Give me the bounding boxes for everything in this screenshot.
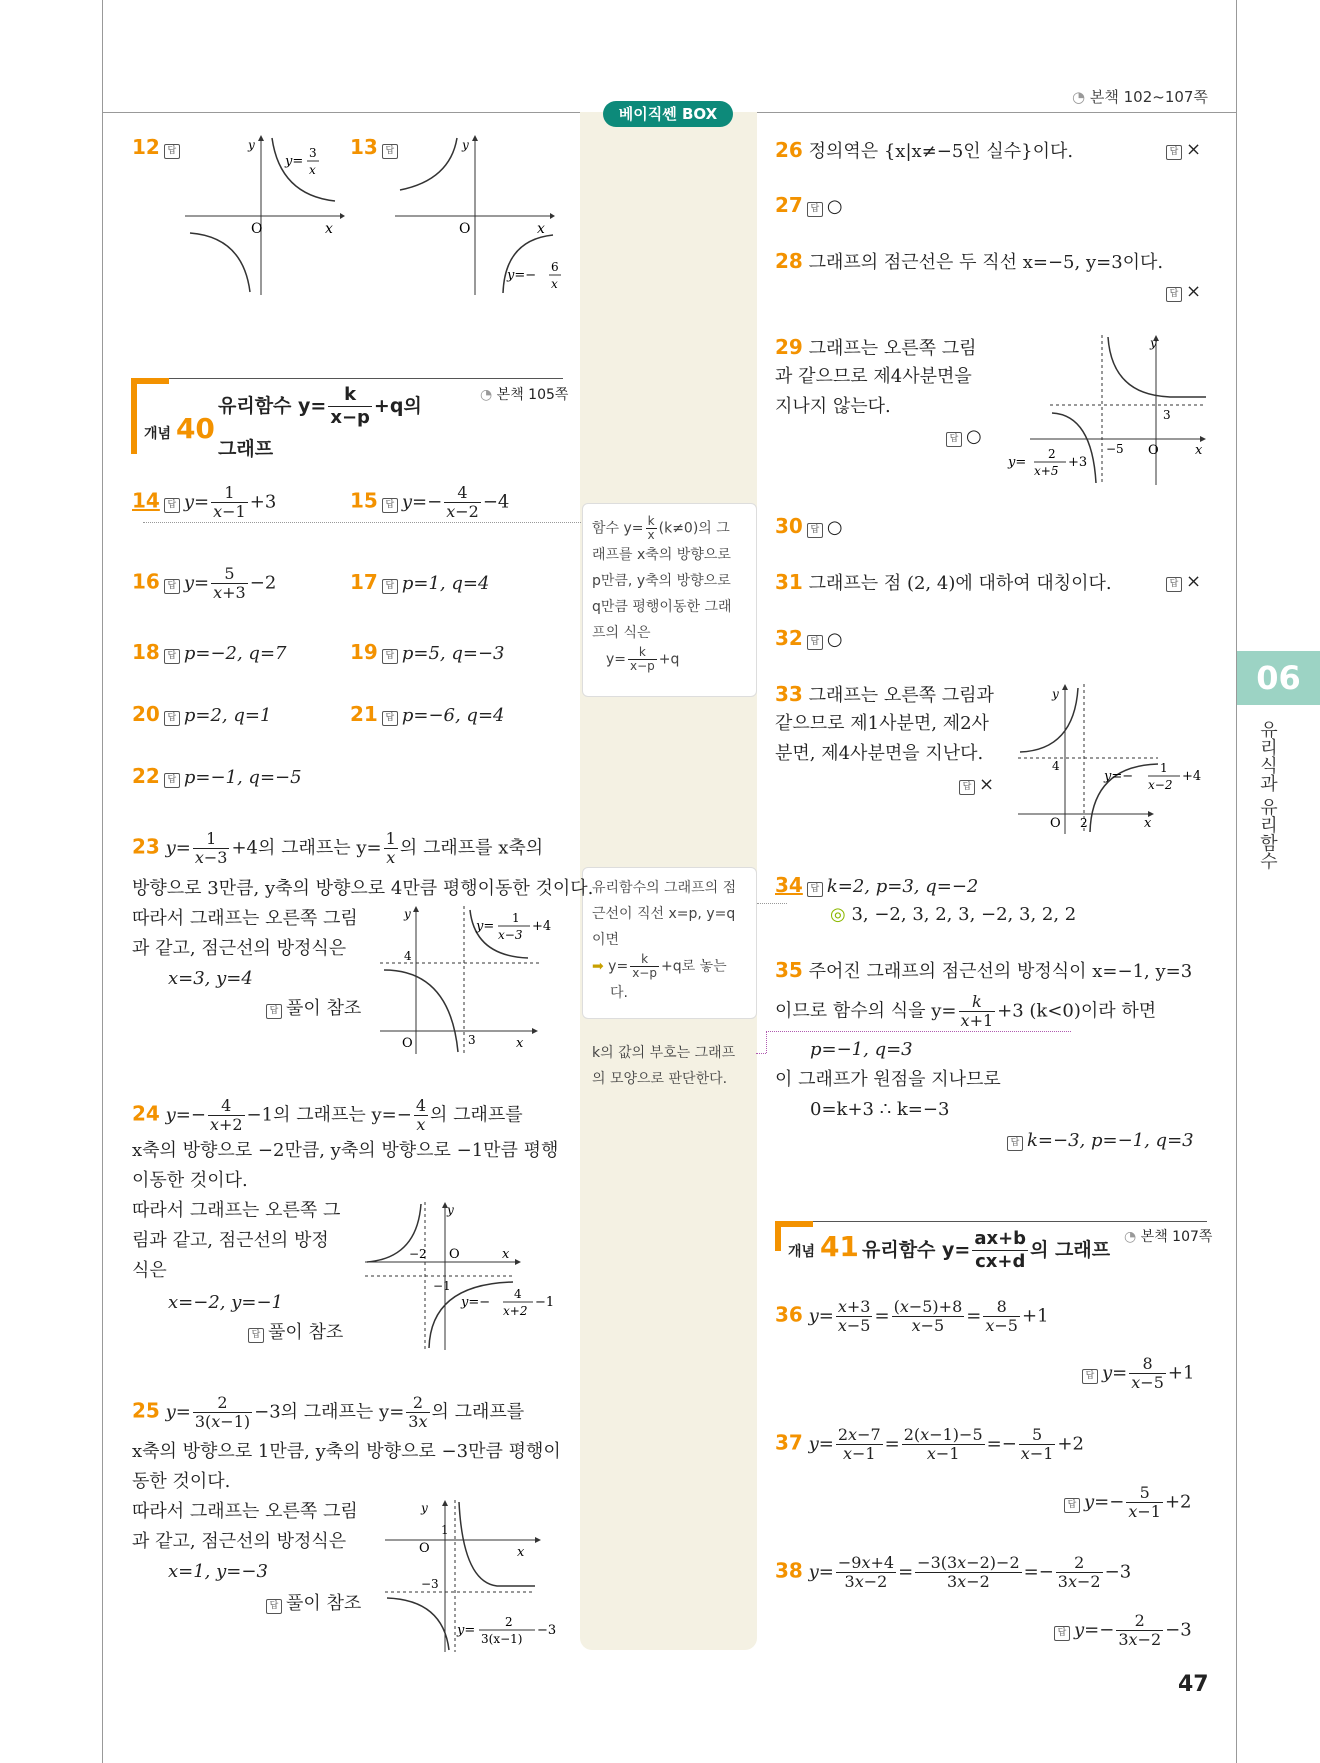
problem-35-l3: p=−1, q=3 <box>810 1039 913 1060</box>
problem-23: 23 y= $\frac{1}{x-3}$ +4의 그래프는 y= $\frac{1}{x}$ 의 그래프를 x축의 <box>132 829 544 867</box>
svg-text:−5: −5 <box>1106 442 1124 456</box>
svg-text:x+2: x+2 <box>503 1304 528 1318</box>
svg-text:x: x <box>502 1247 510 1262</box>
section-41-title: 유리함수 y= $\frac{ax+b}{cx+d}$ 의 그래프 <box>862 1228 1111 1272</box>
note-1-text: 함수 y= $\frac{k}{x}$ (k≠0)의 그 래프를 x축의 방향으로 p만큼, y축의 방향으로 q만큼 평행이동한 그래 프의 식은 y= $\frac{k}{x-p}$ +q <box>592 514 732 673</box>
connector-34 <box>757 903 787 904</box>
problem-18: 18 답 p=−2, q=7 <box>132 640 287 664</box>
problem-32: 32 답 ○ <box>775 626 843 650</box>
svg-text:x−3: x−3 <box>498 928 523 942</box>
answer-icon: 답 <box>1007 1136 1023 1151</box>
answer-36: 답 y= $\frac{8}{x-5}$ +1 <box>1078 1355 1194 1392</box>
problem-33-l3: 분면, 제4사분면을 지난다. <box>775 743 984 764</box>
chapter-tab: 06 <box>1237 651 1320 705</box>
answer-icon: 답 <box>1166 145 1182 160</box>
svg-text:O: O <box>449 1247 460 1262</box>
problem-33-l2: 같으므로 제1사분면, 제2사 <box>775 713 989 734</box>
problem-29: 29 그래프는 오른쪽 그림 <box>775 335 977 359</box>
svg-text:y: y <box>248 138 255 152</box>
answer-icon: 답 <box>807 202 823 217</box>
section-41-bar-h <box>775 1221 813 1227</box>
graph-12 <box>185 135 345 295</box>
problem-34: 34 답 k=2, p=3, q=−2 <box>775 873 979 897</box>
svg-text:3: 3 <box>468 1033 476 1047</box>
problem-24-l5: 림과 같고, 점근선의 방정 <box>132 1230 329 1251</box>
svg-text:−2: −2 <box>409 1247 427 1261</box>
answer-38: 답 y=− $\frac{2}{3x-2}$ −3 <box>1050 1612 1192 1649</box>
answer-icon: 답 <box>164 579 180 594</box>
svg-text:2: 2 <box>505 1615 513 1629</box>
svg-text:x: x <box>516 1036 524 1051</box>
svg-text:y=−: y=− <box>507 268 537 283</box>
problem-35-l5: 0=k+3 ∴ k=−3 <box>810 1099 950 1120</box>
graph-25 <box>385 1500 575 1652</box>
ref-icon: ◔ <box>1124 1229 1137 1245</box>
svg-text:x: x <box>1195 443 1203 458</box>
note-2-text: 유리함수의 그래프의 점 근선이 직선 x=p, y=q 이면 ➡ y= $\frac{k}{x-p}$ +q로 놓는 다. <box>592 880 737 1001</box>
problem-31: 31 그래프는 점 (2, 4)에 대하여 대칭이다. <box>775 570 1112 594</box>
answer-35: 답 k=−3, p=−1, q=3 <box>1003 1126 1194 1156</box>
svg-text:+4: +4 <box>532 919 552 934</box>
svg-text:−1: −1 <box>433 1279 451 1293</box>
problem-36: 36 y= $\frac{x+3}{x-5}$ = $\frac{(x-5)+8}{x-5}$ = $\frac{8}{x-5}$ +1 <box>775 1297 1049 1335</box>
svg-text:6: 6 <box>551 260 559 274</box>
problem-16: 16 답 y= $\frac{5}{x+3}$ −2 <box>132 564 277 602</box>
svg-text:y: y <box>404 907 411 921</box>
svg-text:−3: −3 <box>537 1623 557 1638</box>
page-number: 47 <box>1178 1672 1209 1697</box>
svg-text:y: y <box>421 1501 428 1515</box>
svg-text:x−2: x−2 <box>1148 778 1173 792</box>
graph-24 <box>365 1202 565 1350</box>
svg-text:x: x <box>325 221 333 237</box>
svg-text:O: O <box>402 1036 413 1051</box>
svg-text:3: 3 <box>1163 408 1171 422</box>
problem-27: 27 답 ○ <box>775 193 843 217</box>
answer-icon: 답 <box>807 523 823 538</box>
connector-14 <box>143 522 581 523</box>
svg-text:x: x <box>1144 816 1152 831</box>
problem-35-l4: 이 그래프가 원점을 지나므로 <box>775 1069 1001 1090</box>
problem-24-answer: 답 풀이 참조 <box>244 1318 343 1348</box>
problem-23-l3: 따라서 그래프는 오른쪽 그림 <box>132 908 358 929</box>
svg-text:4: 4 <box>1052 759 1060 773</box>
answer-33: 답 × <box>955 770 994 800</box>
section-41-ref: ◔ 본책 107쪽 <box>1124 1229 1213 1245</box>
section-40-ref: ◔ 본책 105쪽 <box>480 387 569 403</box>
header-ref: ◔ 본책 102~107쪽 <box>1072 88 1208 106</box>
problem-29-l2: 과 같으므로 제4사분면을 <box>775 366 972 387</box>
answer-icon: 답 <box>382 711 398 726</box>
svg-text:x+5: x+5 <box>1034 464 1059 478</box>
ref-icon: ◔ <box>1072 88 1086 106</box>
answer-icon: 답 <box>959 780 975 795</box>
problem-21: 21 답 p=−6, q=4 <box>350 702 505 726</box>
problem-37: 37 y= $\frac{2x-7}{x-1}$ = $\frac{2(x-1)-5}{x-1}$ =− $\frac{5}{x-1}$ +2 <box>775 1425 1084 1463</box>
svg-text:x: x <box>309 163 316 177</box>
answer-icon: 답 <box>1082 1369 1098 1384</box>
connector-35 <box>756 1053 766 1054</box>
answer-icon: 답 <box>807 635 823 650</box>
ref-icon: ◔ <box>480 387 493 403</box>
answer-icon: 답 <box>946 432 962 447</box>
problem-24: 24 y=− $\frac{4}{x+2}$ −1의 그래프는 y=− $\frac{4}{x}$ 의 그래프를 <box>132 1096 523 1134</box>
answer-icon: 답 <box>164 144 180 159</box>
answer-icon: 답 <box>382 649 398 664</box>
svg-text:1: 1 <box>512 911 520 925</box>
problem-25-l4: 따라서 그래프는 오른쪽 그림 <box>132 1501 358 1522</box>
answer-icon: 답 <box>266 1004 282 1019</box>
graph-23 <box>380 906 570 1054</box>
svg-text:3: 3 <box>309 146 317 160</box>
section-41-rule <box>775 1221 1207 1222</box>
problem-29-l3: 지나지 않는다. <box>775 396 891 417</box>
problem-23-answer: 답 풀이 참조 <box>262 994 361 1024</box>
answer-28: 답 × <box>1162 277 1201 307</box>
section-40-tag: 개념 40 <box>144 412 215 445</box>
problem-23-l2: 방향으로 3만큼, y축의 방향으로 4만큼 평행이동한 것이다. <box>132 878 594 899</box>
answer-icon: 답 <box>382 144 398 159</box>
problem-23-l4: 과 같고, 점근선의 방정식은 <box>132 938 347 959</box>
answer-29: 답 ○ <box>942 422 982 452</box>
section-40-bar-h <box>131 378 169 384</box>
svg-text:−1: −1 <box>535 1295 555 1310</box>
answer-icon: 답 <box>164 711 180 726</box>
problem-17: 17 답 p=1, q=4 <box>350 570 490 594</box>
svg-text:O: O <box>419 1541 430 1556</box>
answer-icon: 답 <box>1166 287 1182 302</box>
svg-text:O: O <box>1148 443 1159 458</box>
graph-33 <box>1018 684 1218 834</box>
problem-24-l2: x축의 방향으로 −2만큼, y축의 방향으로 −1만큼 평행 <box>132 1140 559 1161</box>
problem-25-answer: 답 풀이 참조 <box>262 1589 361 1619</box>
answer-icon: 답 <box>1166 577 1182 592</box>
problem-35-l2: 이므로 함수의 식을 y= $\frac{k}{x+1}$ +3 (k<0)이라 하면 <box>775 992 1157 1030</box>
svg-text:y=: y= <box>457 1623 476 1638</box>
svg-text:+3: +3 <box>1068 455 1088 470</box>
problem-33: 33 그래프는 오른쪽 그림과 <box>775 682 994 706</box>
problem-28: 28 그래프의 점근선은 두 직선 x=−5, y=3이다. <box>775 249 1164 273</box>
answer-31: 답 × <box>1162 567 1201 597</box>
svg-text:4: 4 <box>514 1287 522 1301</box>
problem-22: 22 답 p=−1, q=−5 <box>132 764 302 788</box>
svg-text:1: 1 <box>1160 761 1168 775</box>
answer-icon: 답 <box>266 1599 282 1614</box>
section-40-title-2: 그래프 <box>218 438 274 460</box>
problem-25-l5: 과 같고, 점근선의 방정식은 <box>132 1531 347 1552</box>
svg-text:y: y <box>447 1203 454 1217</box>
svg-text:−3: −3 <box>421 1577 439 1591</box>
svg-text:2: 2 <box>1080 816 1088 830</box>
svg-text:O: O <box>459 221 471 237</box>
svg-text:1: 1 <box>441 1523 449 1537</box>
problem-24-l4: 따라서 그래프는 오른쪽 그 <box>132 1200 341 1221</box>
section-40-rule <box>131 378 563 379</box>
problem-25-l6: x=1, y=−3 <box>168 1561 268 1582</box>
answer-37: 답 y=− $\frac{5}{x-1}$ +2 <box>1060 1484 1192 1521</box>
graph-29 <box>1000 335 1210 485</box>
svg-text:x: x <box>551 277 558 291</box>
answer-icon: 답 <box>382 579 398 594</box>
target-icon: ◎ <box>830 904 846 925</box>
svg-text:y=−: y=− <box>1104 769 1134 784</box>
problem-24-l3: 이동한 것이다. <box>132 1170 248 1191</box>
svg-text:y: y <box>462 138 469 152</box>
problem-25-l3: 동한 것이다. <box>132 1471 231 1492</box>
svg-text:2: 2 <box>1048 447 1056 461</box>
answer-icon: 답 <box>382 498 398 513</box>
problem-34-sub: ◎ 3, −2, 3, 2, 3, −2, 3, 2, 2 <box>830 904 1077 925</box>
chapter-title: 유리식과 유리함수 <box>1257 720 1278 870</box>
answer-icon: 답 <box>1064 1498 1080 1513</box>
svg-text:y: y <box>1150 336 1157 350</box>
svg-text:+4: +4 <box>1182 769 1202 784</box>
problem-35: 35 주어진 그래프의 점근선의 방정식이 x=−1, y=3 <box>775 958 1193 982</box>
svg-text:4: 4 <box>404 949 412 963</box>
svg-text:y=: y= <box>1008 455 1027 470</box>
problem-38: 38 y= $\frac{-9x+4}{3x-2}$ = $\frac{-3(3x-2)-2}{3x-2}$ =− $\frac{2}{3x-2}$ −3 <box>775 1553 1132 1591</box>
answer-icon: 답 <box>164 649 180 664</box>
answer-icon: 답 <box>164 498 180 513</box>
problem-23-l5: x=3, y=4 <box>168 968 253 989</box>
right-border <box>1236 0 1237 1763</box>
svg-text:y=−: y=− <box>461 1295 491 1310</box>
problem-24-l6: 식은 <box>132 1260 167 1281</box>
problem-30: 30 답 ○ <box>775 514 843 538</box>
problem-12: 12 답 <box>132 132 184 164</box>
problem-13: 13 답 <box>350 132 402 164</box>
svg-text:y: y <box>1052 687 1059 701</box>
note-3-text: k의 값의 부호는 그래프 의 모양으로 판단한다. <box>592 1045 736 1087</box>
problem-20: 20 답 p=2, q=1 <box>132 702 272 726</box>
svg-text:x: x <box>517 1545 525 1560</box>
svg-text:3(x−1): 3(x−1) <box>481 1632 523 1646</box>
section-41-tag: 개념 41 <box>788 1230 859 1263</box>
problem-14: 14 답 y= $\frac{1}{x-1}$ +3 <box>132 483 277 521</box>
connector-35-v <box>766 1031 767 1053</box>
section-40-bar-v <box>131 378 137 454</box>
svg-text:x: x <box>537 221 545 237</box>
problem-19: 19 답 p=5, q=−3 <box>350 640 505 664</box>
problem-24-l7: x=−2, y=−1 <box>168 1292 283 1313</box>
problem-26: 26 정의역은 {x|x≠−5인 실수}이다. <box>775 138 1074 162</box>
svg-text:O: O <box>1050 816 1061 831</box>
answer-icon: 답 <box>1054 1626 1070 1641</box>
left-border <box>102 0 103 1763</box>
graph-13 <box>395 135 570 295</box>
answer-icon: 답 <box>807 882 823 897</box>
answer-26: 답 × <box>1162 135 1201 165</box>
svg-text:y=: y= <box>285 154 304 169</box>
answer-icon: 답 <box>164 773 180 788</box>
svg-text:y=: y= <box>476 919 495 934</box>
problem-15: 15 답 y=− $\frac{4}{x-2}$ −4 <box>350 483 510 521</box>
answer-icon: 답 <box>248 1328 264 1343</box>
problem-25: 25 y= $\frac{2}{3(x-1)}$ −3의 그래프는 y= $\frac{2}{3x}$ 의 그래프를 <box>132 1393 525 1431</box>
problem-25-l2: x축의 방향으로 1만큼, y축의 방향으로 −3만큼 평행이 <box>132 1441 561 1462</box>
connector-35-h <box>766 1031 1071 1032</box>
svg-text:O: O <box>251 221 263 237</box>
box-label: 베이직쎈 BOX <box>603 101 733 127</box>
section-40-title: 유리함수 y= $\frac{k}{x-p}$ +q의 <box>218 384 422 428</box>
